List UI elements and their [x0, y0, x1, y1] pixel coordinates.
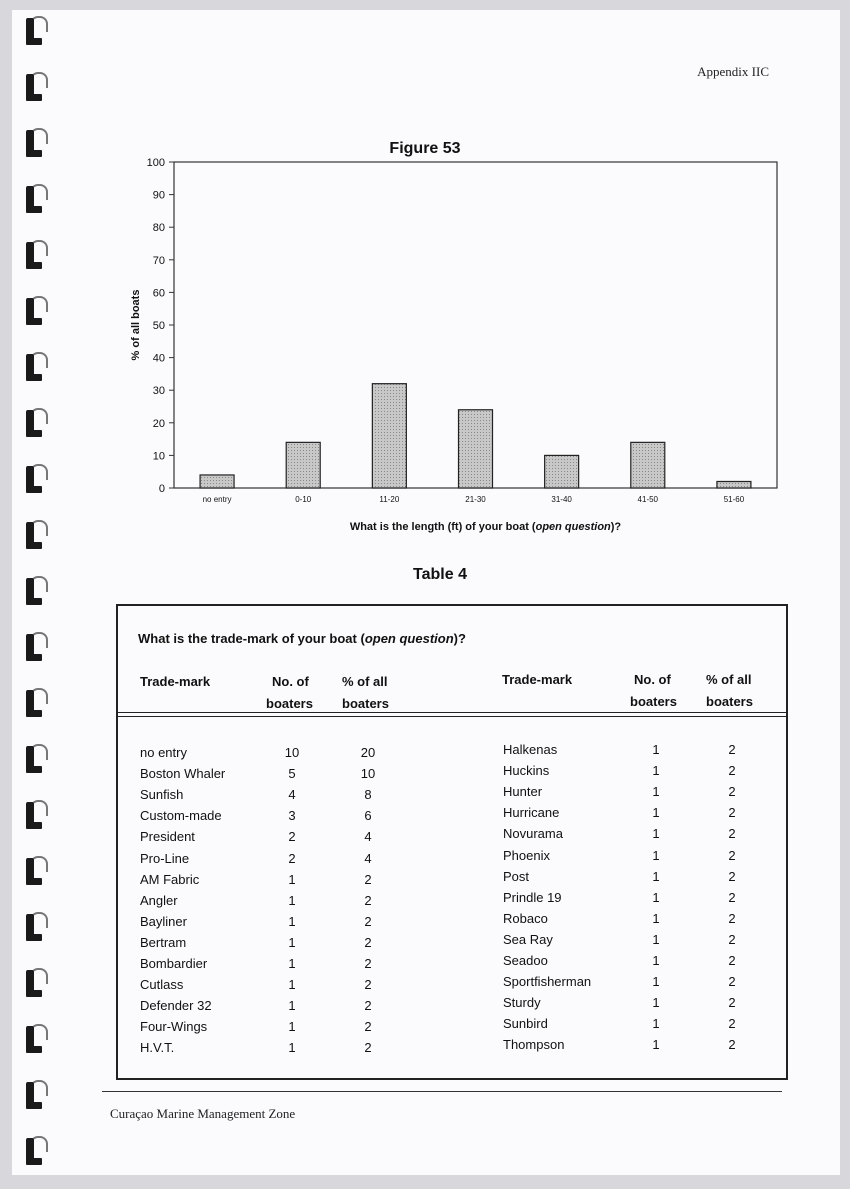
boater-count: 1: [652, 995, 660, 1011]
bar: [717, 481, 751, 488]
binding-ring: [26, 744, 48, 774]
boater-count: 1: [652, 868, 660, 884]
boater-count: 1: [652, 763, 660, 779]
y-tick-label: 20: [152, 417, 165, 430]
binding-ring: [26, 1080, 48, 1110]
boater-count: 1: [652, 1037, 660, 1053]
y-tick-label: 100: [146, 157, 165, 169]
header-trademark-left: Trade-mark: [140, 674, 211, 689]
boater-percent: 4: [364, 850, 372, 866]
trademark-name: President: [140, 829, 195, 845]
trademark-name: AM Fabric: [140, 871, 200, 887]
x-tick-label: 51-60: [723, 495, 745, 504]
binding-ring: [26, 856, 48, 886]
y-tick-label: 50: [152, 320, 165, 332]
boater-count: 1: [652, 974, 660, 990]
trademark-name: Halkenas: [503, 742, 558, 757]
trademark-name: Post: [503, 868, 530, 884]
trademark-name: Sturdy: [503, 995, 541, 1011]
boater-count: 1: [652, 784, 660, 800]
boater-count: 1: [288, 892, 296, 908]
x-tick-label: 31-40: [551, 495, 572, 504]
boater-count: 1: [652, 931, 660, 947]
boater-count: 4: [288, 787, 296, 803]
binding-ring: [26, 800, 48, 830]
trademark-name: Huckins: [503, 763, 550, 779]
boater-percent: 2: [364, 977, 372, 993]
x-tick-label: no entry: [202, 495, 232, 504]
x-tick-label: 11-20: [379, 495, 400, 504]
bar: [631, 442, 665, 488]
boater-percent: 2: [728, 931, 736, 947]
trademark-name: Seadoo: [503, 953, 548, 968]
trademark-name: Hunter: [503, 784, 543, 800]
trademark-name: Custom-made: [140, 808, 222, 824]
boater-percent: 10: [360, 766, 376, 782]
header-pct-right-2: boaters: [706, 694, 753, 709]
trademark-name: Prindle 19: [503, 889, 562, 905]
boater-count: 1: [288, 1040, 296, 1056]
boater-percent: 2: [728, 763, 736, 779]
y-tick-label: 60: [152, 287, 165, 300]
trademark-name: Phoenix: [503, 847, 550, 863]
boater-count: 1: [288, 1019, 296, 1035]
boater-percent: 2: [364, 1019, 372, 1035]
bar-chart: [0, 0, 850, 560]
header-pct-left-1: % of all: [342, 674, 388, 689]
bar: [545, 455, 579, 488]
boater-percent: 2: [728, 889, 736, 905]
trademark-name: Four-Wings: [140, 1019, 208, 1035]
bar: [286, 442, 320, 488]
boater-percent: 20: [360, 745, 376, 760]
header-rule-1: [116, 712, 788, 713]
x-axis-label: What is the length (ft) of your boat (open question)?: [349, 521, 622, 533]
boater-count: 1: [288, 934, 296, 950]
boater-count: 2: [288, 829, 296, 845]
header-pct-left-2: boaters: [342, 696, 389, 711]
appendix-label: Appendix IIC: [697, 64, 769, 79]
binding-ring: [26, 632, 48, 662]
boater-count: 5: [288, 766, 296, 782]
boater-count: 1: [652, 1016, 660, 1032]
trademark-name: Pro-Line: [140, 850, 190, 866]
boater-percent: 2: [728, 742, 736, 757]
binding-ring: [26, 912, 48, 942]
boater-percent: 6: [364, 808, 372, 824]
boater-percent: 2: [364, 998, 372, 1014]
x-tick-label: 41-50: [637, 495, 659, 504]
trademark-name: Sea Ray: [503, 931, 553, 947]
boater-count: 3: [288, 808, 296, 824]
boater-count: 1: [652, 953, 660, 968]
boater-percent: 2: [364, 892, 372, 908]
trademark-name: Bombardier: [140, 956, 208, 971]
boater-count: 10: [284, 745, 300, 760]
trademark-name: Sportfisherman: [503, 974, 592, 990]
trademark-name: Bayliner: [140, 913, 187, 929]
boater-percent: 2: [364, 871, 372, 887]
boater-count: 1: [288, 977, 296, 993]
trademark-name: Thompson: [503, 1037, 565, 1053]
boater-percent: 2: [728, 953, 736, 968]
y-tick-label: 10: [152, 450, 165, 463]
header-pct-right-1: % of all: [706, 672, 752, 687]
table-question: What is the trade-mark of your boat (open question)?: [138, 631, 466, 646]
header-count-left-2: boaters: [266, 696, 313, 711]
footer-rule: [102, 1091, 782, 1092]
trademark-name: Hurricane: [503, 805, 560, 821]
binding-ring: [26, 968, 48, 998]
binding-ring: [26, 688, 48, 718]
boater-percent: 2: [728, 1037, 736, 1053]
bar: [459, 410, 493, 488]
x-tick-label: 0-10: [295, 495, 312, 504]
boater-percent: 2: [728, 995, 736, 1011]
trademark-name: Cutlass: [140, 977, 184, 993]
boater-percent: 2: [728, 805, 736, 821]
bar: [372, 384, 406, 488]
boater-percent: 2: [728, 868, 736, 884]
boater-count: 1: [288, 871, 296, 887]
boater-count: 1: [652, 805, 660, 821]
figure-title: Figure 53: [389, 140, 461, 157]
boater-percent: 2: [728, 910, 736, 926]
bar: [200, 475, 234, 488]
trademark-name: Sunfish: [140, 787, 184, 803]
boater-percent: 2: [364, 934, 372, 950]
binding-ring: [26, 1136, 48, 1166]
trademark-name: Robaco: [503, 910, 548, 926]
trademark-name: Boston Whaler: [140, 766, 226, 782]
trademark-name: H.V.T.: [140, 1040, 175, 1056]
header-count-right-2: boaters: [630, 694, 677, 709]
boater-percent: 2: [728, 847, 736, 863]
y-tick-label: 40: [152, 352, 165, 365]
header-trademark-right: Trade-mark: [502, 672, 573, 687]
boater-count: 1: [652, 847, 660, 863]
boater-count: 2: [288, 850, 296, 866]
boater-count: 1: [652, 889, 660, 905]
boater-count: 1: [652, 826, 660, 842]
y-axis-label: % of all boats: [130, 289, 142, 361]
trademark-name: Sunbird: [503, 1016, 548, 1032]
trademark-name: no entry: [140, 745, 187, 760]
boater-count: 1: [288, 998, 296, 1014]
y-tick-label: 90: [152, 189, 165, 202]
boater-percent: 2: [364, 913, 372, 929]
boater-percent: 2: [728, 974, 736, 990]
y-tick-label: 30: [152, 385, 165, 398]
header-count-left-1: No. of: [272, 674, 309, 689]
boater-count: 1: [288, 956, 296, 971]
trademark-name: Bertram: [140, 934, 187, 950]
trademark-name: Novurama: [503, 826, 563, 842]
boater-percent: 8: [364, 787, 372, 803]
boater-percent: 4: [364, 829, 372, 845]
boater-percent: 2: [364, 956, 372, 971]
header-count-right-1: No. of: [634, 672, 671, 687]
boater-percent: 2: [728, 1016, 736, 1032]
y-tick-label: 0: [158, 483, 165, 495]
x-tick-label: 21-30: [465, 495, 486, 504]
trademark-name: Angler: [140, 892, 178, 908]
boater-percent: 2: [364, 1040, 372, 1056]
y-tick-label: 80: [152, 222, 165, 235]
boater-count: 1: [652, 910, 660, 926]
boater-count: 1: [652, 742, 660, 757]
boater-percent: 2: [728, 784, 736, 800]
binding-ring: [26, 1024, 48, 1054]
footer-text: Curaçao Marine Management Zone: [110, 1106, 296, 1121]
table-frame: [116, 604, 788, 1080]
boater-percent: 2: [728, 826, 736, 842]
header-rule-2: [116, 716, 788, 717]
boater-count: 1: [288, 913, 296, 929]
table-title: Table 4: [413, 566, 467, 583]
trademark-name: Defender 32: [140, 998, 212, 1014]
y-tick-label: 70: [152, 254, 165, 267]
